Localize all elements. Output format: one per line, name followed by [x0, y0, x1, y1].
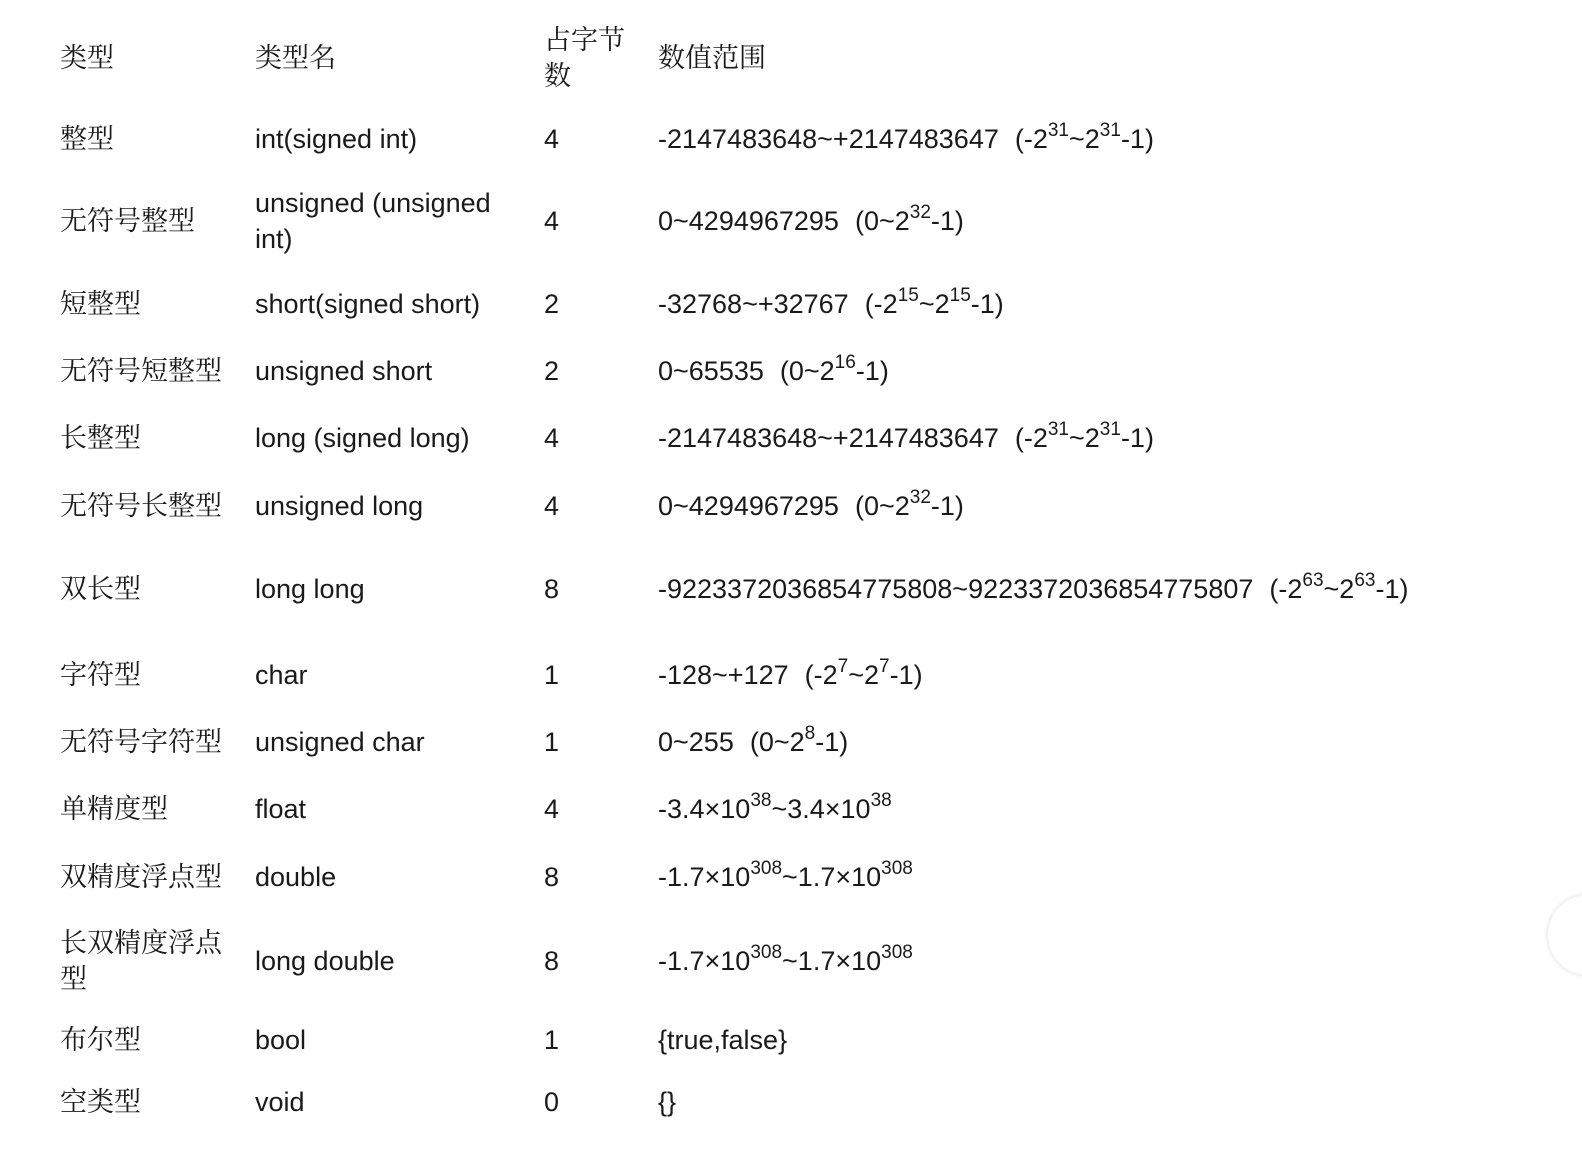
range-exponent: 308: [750, 858, 783, 879]
table-row: [44, 537, 1424, 641]
cell-range: [642, 537, 1424, 641]
table-row: [44, 401, 1424, 475]
cell-bytes: 1: [544, 1025, 560, 1055]
cell-range: [642, 709, 1424, 775]
range-text: -1.7×10: [658, 946, 751, 976]
cell-bytes: 8: [544, 574, 560, 604]
cell-category: 整型: [60, 124, 114, 154]
cell-category: 无符号短整型: [60, 356, 222, 386]
range-formula-part: ~2: [918, 288, 950, 319]
range-exponent: 8: [804, 723, 816, 744]
range-formula-part: ~2: [848, 660, 879, 690]
range-exponent: 38: [750, 790, 772, 811]
range-formula-part: (0~2: [854, 206, 910, 236]
cell-range: [642, 176, 1424, 266]
table-row: [44, 266, 1424, 341]
range-exponent: 31: [1047, 120, 1069, 141]
range-formula-part: -1): [1120, 124, 1154, 154]
range-exponent: 38: [870, 790, 892, 811]
table-row: [44, 709, 1424, 775]
table-row: [44, 843, 1424, 911]
range-exponent: 31: [1099, 120, 1121, 141]
cell-category: 字符型: [60, 660, 141, 690]
range-formula-part: ~2: [1323, 574, 1355, 604]
cell-range: [642, 641, 1424, 709]
header-bytes: 占字节数: [544, 25, 625, 91]
range-exponent: 308: [881, 942, 913, 963]
range-text: {}: [658, 1087, 677, 1117]
range-formula-part: (-2: [1014, 423, 1048, 453]
range-text: -32768~+32767: [658, 288, 849, 319]
cell-bytes: 2: [544, 288, 560, 319]
range-exponent: 15: [949, 284, 971, 306]
cell-range: [642, 911, 1424, 1011]
range-exponent: 15: [897, 284, 919, 306]
range-exponent: 7: [837, 656, 849, 677]
range-exponent: 308: [881, 858, 913, 879]
cell-type-name: float: [255, 794, 307, 824]
range-text: 0~4294967295: [658, 491, 839, 521]
cell-range: [642, 102, 1424, 176]
table-row: [44, 911, 1424, 1011]
range-text: ~1.7×10: [782, 862, 882, 892]
table-row: [44, 176, 1424, 266]
cell-range: [642, 266, 1424, 341]
range-formula-part: ~2: [1069, 423, 1100, 453]
range-formula-part: (0~2: [749, 727, 805, 757]
cell-range: [642, 1011, 1424, 1069]
range-formula-part: ~2: [1069, 124, 1100, 154]
range-formula-part: (-2: [804, 660, 838, 690]
range-formula-part: -1): [930, 206, 964, 236]
range-exponent: 32: [909, 202, 931, 223]
header-category: 类型: [60, 43, 114, 73]
cell-range: [642, 341, 1424, 401]
range-exponent: 31: [1099, 419, 1121, 440]
table-row: [44, 775, 1424, 843]
cell-bytes: 1: [544, 727, 560, 757]
cell-bytes: 4: [544, 206, 560, 236]
cell-category: 无符号长整型: [60, 491, 222, 521]
cell-category: 长整型: [60, 423, 141, 453]
range-text: ~3.4×10: [771, 794, 871, 824]
range-text: 0~4294967295: [658, 206, 839, 236]
cell-category: 单精度型: [60, 794, 168, 824]
cell-category: 长双精度浮点型: [60, 928, 222, 994]
range-formula-part: -1): [855, 356, 889, 386]
cell-bytes: 8: [544, 946, 560, 976]
cell-range: [642, 775, 1424, 843]
range-formula-part: -1): [930, 491, 964, 521]
range-formula-part: (-2: [1269, 574, 1303, 604]
range-formula-part: (-2: [1014, 124, 1048, 154]
table-row: [44, 1011, 1424, 1069]
data-types-table: [44, 14, 1424, 1135]
cell-type-name: unsigned long: [255, 491, 424, 521]
cell-category: 布尔型: [60, 1025, 141, 1055]
table-row: [44, 475, 1424, 537]
range-exponent: 31: [1047, 419, 1069, 440]
header-type-name: 类型名: [255, 43, 336, 73]
range-text: ~1.7×10: [782, 946, 882, 976]
range-formula-part: -1): [889, 660, 923, 690]
cell-category: 无符号整型: [60, 206, 195, 236]
range-formula-part: -1): [815, 727, 849, 757]
range-formula-part: (0~2: [779, 356, 835, 386]
range-formula-part: -1): [1120, 423, 1154, 453]
header-range: 数值范围: [658, 43, 766, 73]
cell-type-name: int(signed int): [255, 124, 418, 154]
range-text: -2147483648~+2147483647: [658, 423, 999, 453]
range-text: -128~+127: [658, 660, 789, 690]
cell-category: 双精度浮点型: [60, 862, 222, 892]
range-text: -3.4×10: [658, 794, 751, 824]
cell-category: 短整型: [60, 288, 141, 319]
range-formula-part: -1): [1375, 574, 1409, 604]
table-header-row: [44, 14, 1424, 102]
range-text: {true,false}: [658, 1025, 788, 1055]
cell-range: [642, 1069, 1424, 1135]
range-text: -2147483648~+2147483647: [658, 124, 999, 154]
cell-type-name: void: [255, 1087, 305, 1117]
range-text: -9223372036854775808~9223372036854775807: [658, 574, 1254, 604]
range-exponent: 63: [1302, 570, 1324, 591]
cell-type-name: long long: [255, 574, 365, 604]
range-formula-part: (0~2: [854, 491, 910, 521]
table-row: [44, 102, 1424, 176]
table-row: [44, 641, 1424, 709]
cell-bytes: 4: [544, 423, 560, 453]
cell-type-name: unsigned short: [255, 356, 433, 386]
range-text: -1.7×10: [658, 862, 751, 892]
cell-bytes: 1: [544, 660, 560, 690]
cell-type-name: unsigned char: [255, 727, 425, 757]
cell-range: [642, 475, 1424, 537]
cell-category: 无符号字符型: [60, 727, 222, 757]
cell-type-name: long double: [255, 946, 395, 976]
cell-type-name: bool: [255, 1025, 307, 1055]
cell-bytes: 2: [544, 356, 560, 386]
range-text: 0~255: [658, 727, 734, 757]
range-formula-part: (-2: [864, 288, 898, 319]
cell-bytes: 4: [544, 794, 560, 824]
range-exponent: 308: [750, 942, 783, 963]
table-row: [44, 341, 1424, 401]
cell-bytes: 8: [544, 862, 560, 892]
range-exponent: 32: [909, 487, 931, 508]
cell-category: 双长型: [60, 574, 141, 604]
table-row: [44, 1069, 1424, 1135]
range-exponent: 7: [879, 656, 890, 677]
cell-range: [642, 843, 1424, 911]
cell-type-name: char: [255, 660, 308, 690]
cell-type-name: short(signed short): [255, 288, 481, 319]
cell-bytes: 4: [544, 124, 560, 154]
cell-bytes: 4: [544, 491, 560, 521]
floating-edge-button[interactable]: [1548, 895, 1582, 975]
cell-range: [642, 401, 1424, 475]
range-exponent: 16: [834, 352, 856, 373]
cell-bytes: 0: [544, 1087, 560, 1117]
range-formula-part: -1): [970, 288, 1004, 319]
cell-type-name: unsigned (unsigned int): [255, 188, 491, 254]
cell-type-name: double: [255, 862, 337, 892]
range-text: 0~65535: [658, 356, 764, 386]
cell-type-name: long (signed long): [255, 423, 470, 453]
cell-category: 空类型: [60, 1087, 141, 1117]
range-exponent: 63: [1354, 570, 1376, 591]
